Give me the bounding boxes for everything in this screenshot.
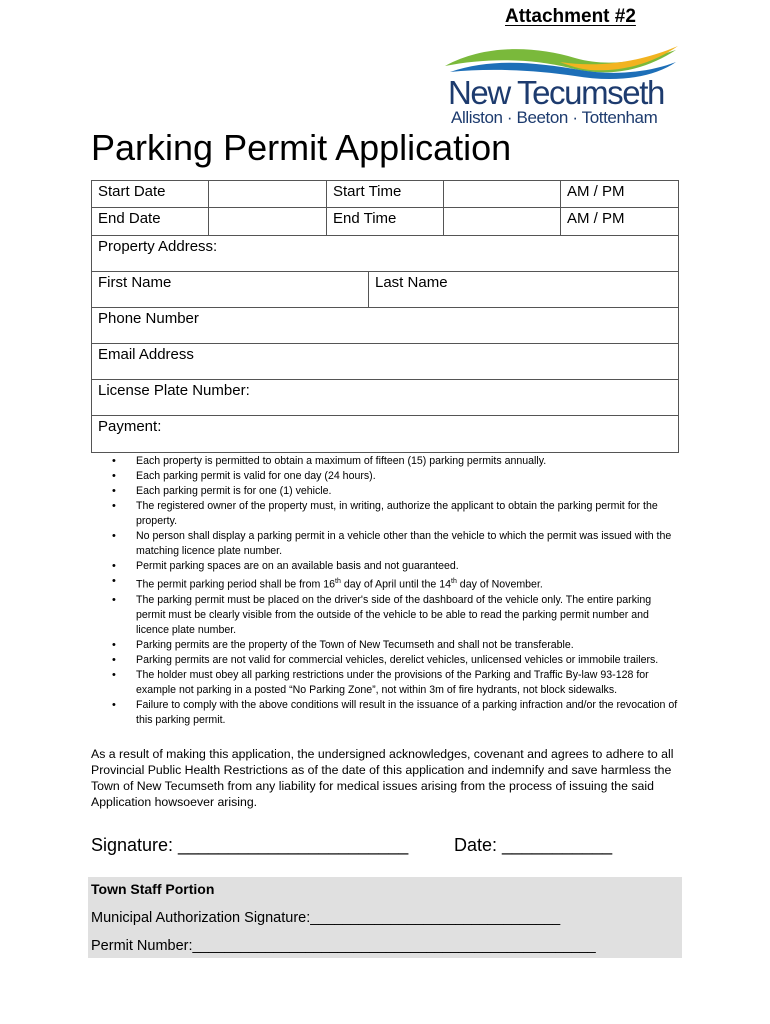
list-item: • The holder must obey all parking restrictions under the provisions of the Parking and Traffic By-law 93-128 for example not parking in a posted “No Parking Zone”, not within 3m of fire hydrants, not block sidewalks. <box>112 668 682 698</box>
property-address-label: Property Address: <box>98 238 218 255</box>
list-item: • Failure to comply with the above conditions will result in the issuance of a parking infraction and/or the revocation of this parking permit. <box>112 698 682 728</box>
list-item: • Each parking permit is valid for one day (24 hours). <box>112 469 682 484</box>
conditions-list <box>112 454 682 728</box>
start-date-field[interactable] <box>209 181 327 207</box>
start-time-field[interactable] <box>444 181 561 207</box>
attachment-label: Attachment #2 <box>505 6 636 27</box>
application-form <box>91 180 679 453</box>
page-title: Parking Permit Application <box>91 127 512 168</box>
acknowledgement-paragraph: As a result of making this application, the undersigned acknowledges, covenant and agrees to adhere to all Provincial Public Health Restrictions as of the date of this application and indemnify and save harmless the Town of New Tecumseth from any liability for medical issues arising from the process of issuing the said Application howsoever arising. <box>91 747 674 809</box>
end-date-field[interactable] <box>209 208 327 235</box>
date-line[interactable]: Date: ___________ <box>454 835 613 855</box>
logo-communities: Alliston · Beeton · Tottenham <box>451 108 658 127</box>
license-plate-field[interactable] <box>92 380 678 416</box>
email-address-field[interactable] <box>92 344 678 380</box>
staff-section-title: Town Staff Portion <box>91 881 215 897</box>
list-item: • Parking permits are the property of the Town of New Tecumseth and shall not be transferable. <box>112 638 682 653</box>
form-row-start <box>92 181 678 208</box>
end-time-label: End Time <box>327 208 444 235</box>
start-ampm-field[interactable]: AM / PM <box>567 183 625 200</box>
first-name-field[interactable]: First Name <box>92 272 369 307</box>
town-logo <box>440 44 680 128</box>
list-item: • Each parking permit is for one (1) vehicle. <box>112 484 682 499</box>
list-item: • Parking permits are not valid for commercial vehicles, derelict vehicles, unlicensed vehicles or immobile trailers. <box>112 653 682 668</box>
license-plate-label: License Plate Number: <box>98 382 250 399</box>
list-item: • The permit parking period shall be from 16th day of April until the 14th day of November. <box>112 574 682 593</box>
logo-town-name: New Tecumseth <box>448 74 664 111</box>
email-address-label: Email Address <box>98 346 194 363</box>
form-row-name <box>92 272 678 308</box>
payment-label: Payment: <box>98 418 162 435</box>
end-time-field[interactable] <box>444 208 561 235</box>
municipal-signature-line[interactable]: Municipal Authorization Signature:_______________________________ <box>91 910 561 926</box>
permit-number-line[interactable]: Permit Number:__________________________________________________ <box>91 938 596 954</box>
list-item: • Each property is permitted to obtain a maximum of fifteen (15) parking permits annually. <box>112 454 682 469</box>
list-item: • The parking permit must be placed on the driver's side of the dashboard of the vehicle only. The entire parking permit must be clearly visible from the outside of the vehicle to be able to read the parking permit number and licence plate number. <box>112 593 682 638</box>
start-date-label: Start Date <box>92 181 209 207</box>
property-address-field[interactable] <box>92 236 678 272</box>
form-row-end <box>92 208 678 236</box>
last-name-field[interactable]: Last Name <box>375 274 448 291</box>
start-time-label: Start Time <box>327 181 444 207</box>
list-item: • The registered owner of the property must, in writing, authorize the applicant to obtain the parking permit for the property. <box>112 499 682 529</box>
phone-number-label: Phone Number <box>98 310 199 327</box>
town-staff-section <box>88 877 682 958</box>
phone-number-field[interactable] <box>92 308 678 344</box>
signature-line[interactable]: Signature: _______________________ <box>91 835 409 855</box>
end-ampm-field[interactable]: AM / PM <box>567 210 625 227</box>
payment-field[interactable] <box>92 416 678 452</box>
end-date-label: End Date <box>92 208 209 235</box>
list-item: • No person shall display a parking permit in a vehicle other than the vehicle to which the permit was issued with the matching licence plate number. <box>112 529 682 559</box>
list-item: • Permit parking spaces are on an available basis and not guaranteed. <box>112 559 682 574</box>
